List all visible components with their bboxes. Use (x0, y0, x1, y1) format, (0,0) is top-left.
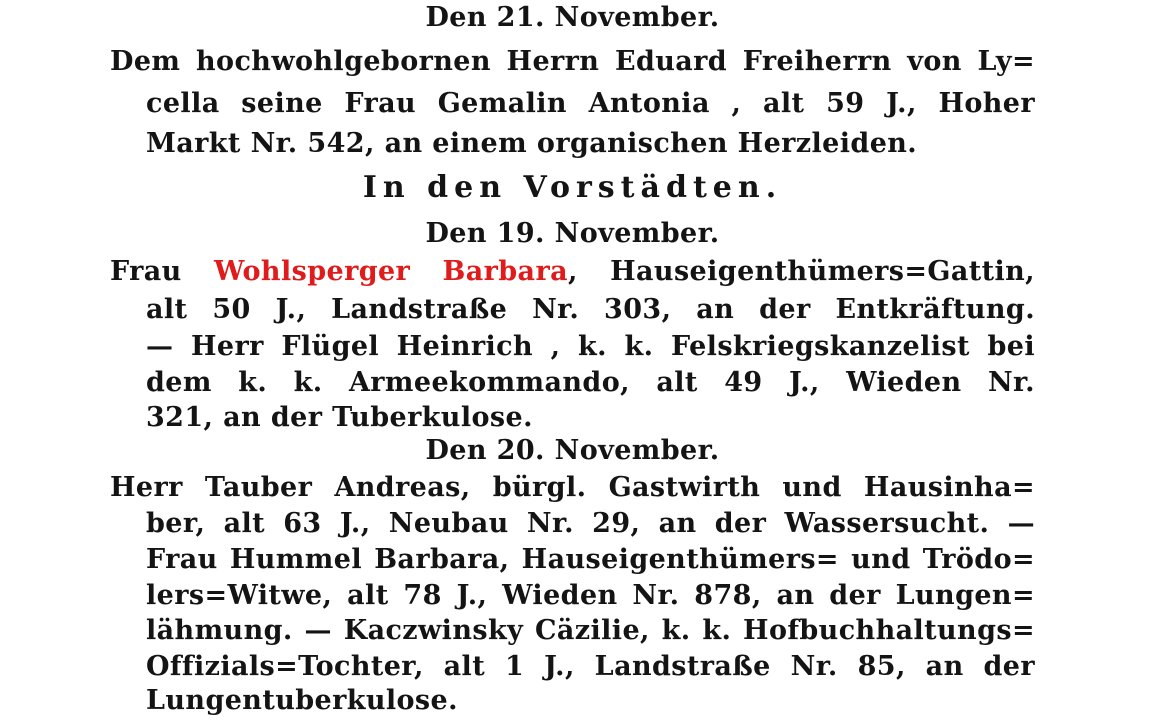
entry-line: lähmung. — Kaczwinsky Cäzilie, k. k. Hofbuchhaltungs= (146, 615, 1035, 646)
entry-line: dem k. k. Armeekommando, alt 49 J., Wieden Nr. (146, 367, 1035, 398)
entry-line: lers=Witwe, alt 78 J., Wieden Nr. 878, an der Lungen= (146, 580, 1035, 611)
entry-prefix: Frau (110, 256, 214, 287)
entry-line: Markt Nr. 542, an einem organischen Herzleiden. (146, 128, 918, 159)
date-heading-nov-19: Den 19. November. (425, 218, 720, 249)
entry-line: Lungentuberkulose. (146, 685, 458, 716)
entry-line: Herr Tauber Andreas, bürgl. Gastwirth und Hausinha= (110, 472, 1035, 503)
highlighted-name: Wohlsperger Barbara (214, 256, 568, 287)
entry-line: alt 50 J., Landstraße Nr. 303, an der Entkräftung. (146, 294, 1035, 325)
entry-line: — Herr Flügel Heinrich , k. k. Felskriegskanzelist bei (146, 331, 1035, 362)
entry-line: cella seine Frau Gemalin Antonia , alt 59 J., Hoher (146, 88, 1035, 119)
section-heading: In den Vorstädten. (362, 170, 783, 205)
date-heading-nov-20: Den 20. November. (425, 435, 720, 466)
entry-line-rest: , Hauseigenthümers=Gattin, (567, 256, 1035, 287)
entry-line-with-highlight (110, 254, 1035, 290)
entry-line: Offizials=Tochter, alt 1 J., Landstraße Nr. 85, an der (146, 651, 1035, 682)
entry-line: Frau Hummel Barbara, Hauseigenthümers= und Trödo= (146, 544, 1035, 575)
date-heading-nov-21: Den 21. November. (425, 2, 720, 33)
entry-line: Dem hochwohlgebornen Herrn Eduard Freiherrn von Ly= (110, 46, 1035, 77)
entry-line: ber, alt 63 J., Neubau Nr. 29, an der Wassersucht. — (146, 508, 1035, 539)
entry-line: 321, an der Tuberkulose. (146, 402, 533, 433)
